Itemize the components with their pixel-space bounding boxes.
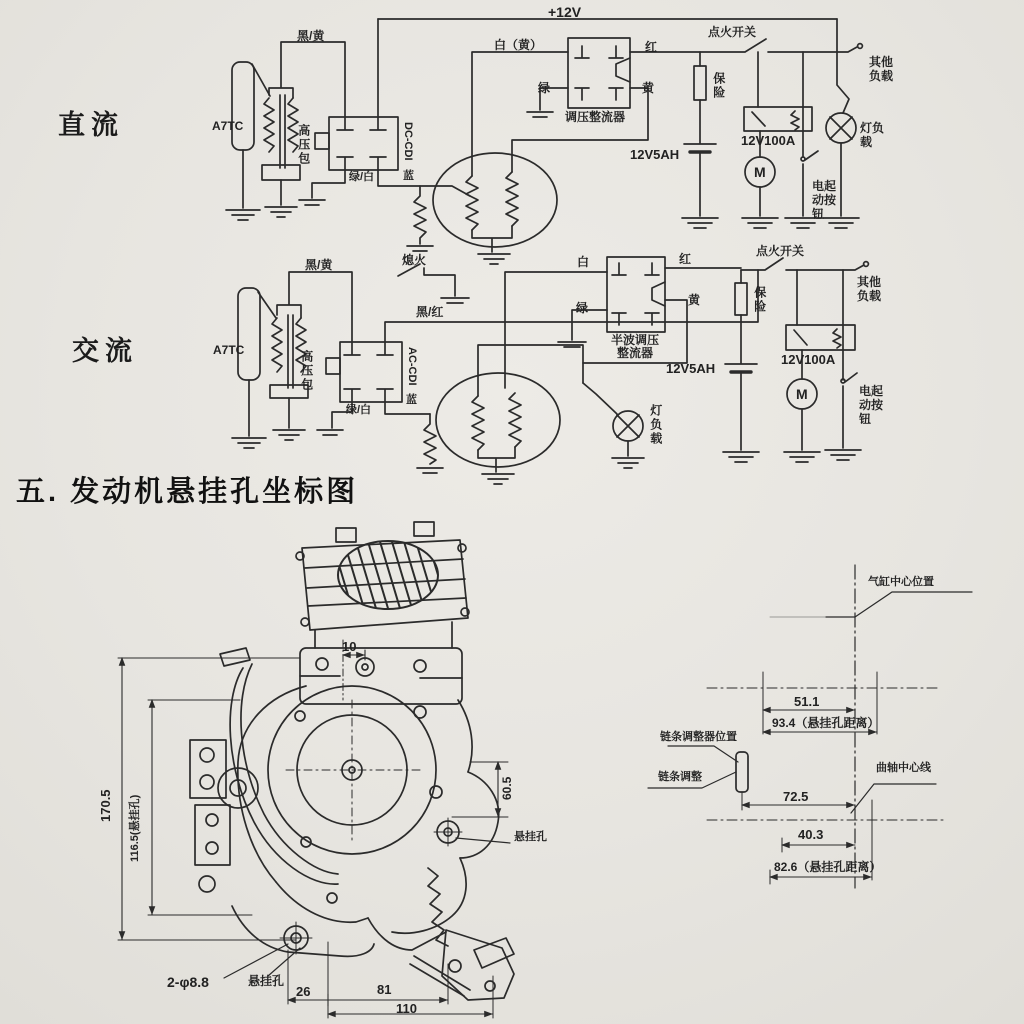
dc-lamp-load-label: 灯负载 bbox=[860, 121, 885, 149]
ac-section-label: 交流 bbox=[72, 336, 138, 366]
dc-relay-label: 12V100A bbox=[741, 133, 796, 148]
ac-wire-black-yellow-label: 黑/黄 bbox=[305, 258, 333, 272]
ac-wire-blue-label: 蓝 bbox=[406, 394, 417, 406]
ac-ignition-switch-label: 点火开关 bbox=[756, 244, 805, 258]
ac-wire-yellow-label: 黄 bbox=[688, 293, 701, 307]
coord-dim-51-1: 51.1 bbox=[794, 694, 820, 709]
dc-section-label: 直流 bbox=[58, 110, 124, 140]
engine-dim-10: 10 bbox=[342, 639, 357, 654]
ac-regulator-label-line2: 整流器 bbox=[617, 346, 654, 360]
engine-hole-mid-label: 悬挂孔 bbox=[514, 831, 547, 843]
ac-motor-label: M bbox=[796, 386, 808, 402]
coord-crank-center-label: 曲轴中心线 bbox=[876, 762, 931, 774]
dc-spark-plug-label: A7TC bbox=[212, 119, 244, 133]
ac-spark-plug-label: A7TC bbox=[213, 343, 245, 357]
dc-hv-coil-label: 高压包 bbox=[296, 124, 311, 166]
dc-12v-label: +12V bbox=[548, 4, 582, 20]
ac-relay-label: 12V100A bbox=[781, 352, 836, 367]
ac-wire-black-red-label: 黑/红 bbox=[416, 305, 444, 319]
dc-wire-white-yellow-label: 白（黄） bbox=[494, 38, 543, 52]
dc-wire-green-label: 绿 bbox=[538, 81, 551, 95]
engine-dim-81: 81 bbox=[377, 982, 392, 997]
coord-dim-93-4: 93.4（悬挂孔距离） bbox=[772, 716, 880, 730]
dc-wire-blue-label: 蓝 bbox=[403, 170, 414, 182]
dc-ignition-switch-label: 点火开关 bbox=[708, 25, 757, 39]
dc-wire-red-label: 红 bbox=[645, 40, 658, 54]
coord-dim-82-6: 82.6（悬挂孔距离） bbox=[774, 860, 882, 874]
dc-fuse-label: 保险 bbox=[711, 72, 726, 100]
coord-adjuster-pos-label: 链条调整器位置 bbox=[660, 731, 737, 743]
engine-dim-116-5: 116.5(悬挂孔) bbox=[129, 794, 141, 862]
engine-dim-26: 26 bbox=[296, 984, 311, 999]
ac-wire-green-white-label: 绿/白 bbox=[346, 404, 372, 416]
dc-start-button-label: 电起动按钮 bbox=[812, 179, 837, 221]
ac-regulator-label-line1: 半波调压 bbox=[611, 333, 660, 347]
coord-adjuster-label: 链条调整 bbox=[658, 771, 702, 783]
ac-battery-label: 12V5AH bbox=[666, 361, 716, 376]
ac-hv-coil-label: 高压包 bbox=[299, 350, 314, 392]
engine-dim-60-5: 60.5 bbox=[500, 776, 514, 800]
dc-regulator-label: 调压整流器 bbox=[565, 110, 626, 124]
coord-dim-72-5: 72.5 bbox=[783, 789, 809, 804]
dc-wire-green-white-label: 绿/白 bbox=[349, 171, 375, 183]
engine-dim-170-5: 170.5 bbox=[98, 789, 113, 822]
dc-battery-label: 12V5AH bbox=[630, 147, 680, 162]
coord-cylinder-center-label: 气缸中心位置 bbox=[868, 576, 934, 588]
ac-kill-switch-label: 熄火 bbox=[402, 253, 427, 267]
ac-wire-green-label: 绿 bbox=[576, 301, 589, 315]
section5-title: 五. 发动机悬挂孔坐标图 bbox=[16, 476, 359, 508]
engine-drawing bbox=[118, 522, 514, 1018]
dc-motor-label: M bbox=[754, 164, 766, 180]
dc-cdi-label: DC-CDI bbox=[402, 122, 414, 161]
ac-start-button-label: 电起动按钮 bbox=[859, 384, 884, 426]
ac-lamp-load-label: 灯负载 bbox=[648, 404, 663, 446]
engine-dim-110: 110 bbox=[396, 1001, 417, 1016]
engine-hole-spec: 2-φ8.8 bbox=[167, 974, 209, 990]
dc-wire-yellow-label: 黄 bbox=[642, 81, 655, 95]
ac-circuit-diagram bbox=[232, 257, 868, 484]
ac-fuse-label: 保险 bbox=[752, 286, 767, 314]
engine-hole-front-label: 悬挂孔 bbox=[248, 974, 285, 988]
ac-cdi-label: AC-CDI bbox=[406, 347, 418, 386]
dc-other-load-label: 其他负载 bbox=[869, 55, 894, 83]
ac-other-load-label: 其他负载 bbox=[857, 275, 882, 303]
dc-wire-black-yellow-label: 黑/黄 bbox=[297, 29, 325, 43]
coord-dim-40-3: 40.3 bbox=[798, 827, 824, 842]
ac-wire-red-label: 红 bbox=[679, 252, 692, 266]
ac-wire-white-label: 白 bbox=[577, 255, 590, 269]
